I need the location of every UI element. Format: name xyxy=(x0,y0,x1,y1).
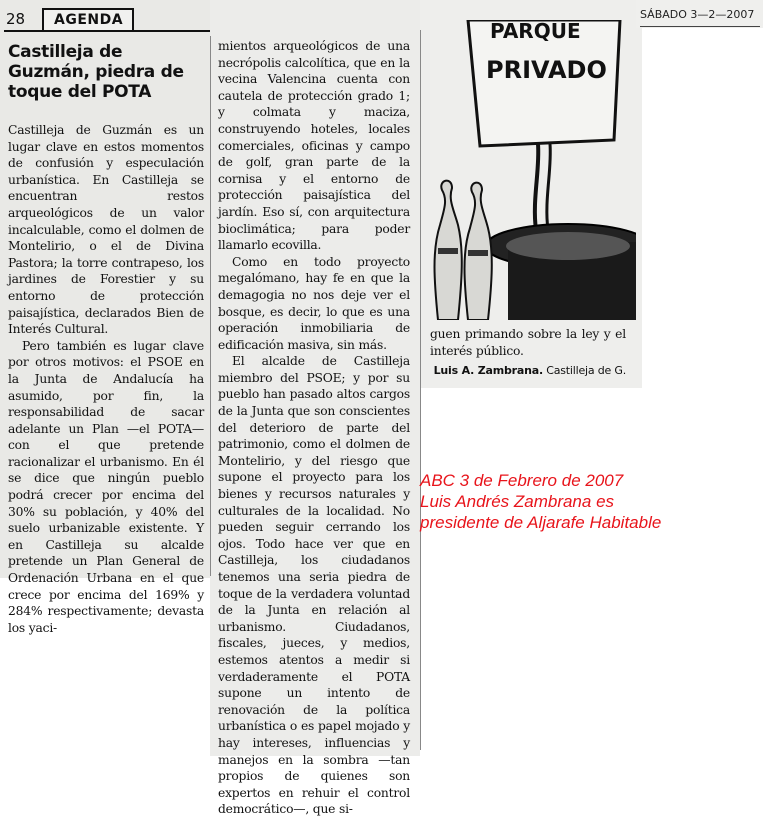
paragraph: Como en todo proyecto megalómano, hay fe en que la demagogia no nos deje ver el bosque, es decir, lo que es una operación inmobiliaria de edificación masiva, sin más. xyxy=(218,254,410,352)
dateline: SÁBADO 3—2—2007 xyxy=(640,8,760,27)
paragraph: Castilleja de Guzmán es un lugar clave en estos momentos de confusión y especulación urbanística. En Castilleja se encuentran restos arqueológicos de un valor incalculable, como el dolmen de Montelirio, o el de Divina Pastora; la torre contrapeso, los jardines de Forestier y su entorno de protección paisajística, declarados Bien de Interés Cultural. xyxy=(8,123,204,337)
cartoon-illustration xyxy=(428,20,636,320)
annotation-line-3: presidente de Aljarafe Habitable xyxy=(420,513,662,532)
page-number: 28 xyxy=(6,10,26,28)
annotation-line-2: Luis Andrés Zambrana es xyxy=(420,492,615,511)
article-column-3 xyxy=(430,326,626,380)
sign-text-line2: PRIVADO xyxy=(486,56,607,84)
author-name: Luis A. Zambrana. xyxy=(433,364,543,378)
paragraph: mientos arqueológicos de una necrópolis calcolítica, que en la vecina Valencina cuenta con cautela de protección grado 1; y colmata y maciza, construyendo hoteles, locales comerciales, oficinas y campo de golf, gran parte de la cornisa y el entorno de protección paisajística del jardín. Eso sí, con arquitectura bioclimática; para poder llamarlo ecovilla. xyxy=(218,39,410,253)
paragraph: guen primando sobre la ley y el interés público. xyxy=(430,327,626,358)
newspaper-header xyxy=(4,8,210,32)
article-column-2 xyxy=(218,38,410,818)
column-divider xyxy=(420,30,421,750)
column-divider xyxy=(210,36,211,576)
article-headline: Castilleja de Guzmán, piedra de toque del POTA xyxy=(8,42,184,102)
section-label: AGENDA xyxy=(42,8,134,30)
red-annotation xyxy=(420,470,740,533)
paragraph: Pero también es lugar clave por otros motivos: el PSOE en la Junta de Andalucía ha asumido, por fin, la responsabilidad de sacar adelante un Plan —el POTA— con el que pretende racionalizar el urbanismo. En él se dice que ningún pueblo podrá crecer por encima del 30% su población, y 40% del suelo urbanizable existente. Y en Castilleja su alcalde pretende un Plan General de Ordenación Urbana en el que crece por encima del 169% y 284% respectivamente; devasta los yaci- xyxy=(8,338,204,635)
annotation-line-1: ABC 3 de Febrero de 2007 xyxy=(420,471,624,490)
author-place: Castilleja de G. xyxy=(546,364,626,378)
article-signature xyxy=(430,363,626,380)
paragraph: El alcalde de Castilleja miembro del PSOE; y por su pueblo han pasado altos cargos de la Junta que son conscientes del deterioro de parte del patrimonio, como el dolmen de Montelirio, y del riesgo que supone el proyecto para los bienes y recursos naturales y culturales de la localidad. No pueden seguir cerrando los ojos. Todo hace ver que en Castilleja, los ciudadanos tenemos una seria piedra de toque de la verdadera voluntad de la Junta en relación al urbanismo. Ciudadanos, fiscales, jueces, y medios, estemos atentos a medir si verdaderamente el POTA supone un intento de renovación de la política urbanística o es papel mojado y hay intereses, influencias y manejos en la sombra —tan propios de quienes son expertos en rehuir el control democrático—, que si- xyxy=(218,354,410,817)
sign-text-line1: PARQUE xyxy=(490,20,581,43)
article-column-1 xyxy=(8,122,204,636)
